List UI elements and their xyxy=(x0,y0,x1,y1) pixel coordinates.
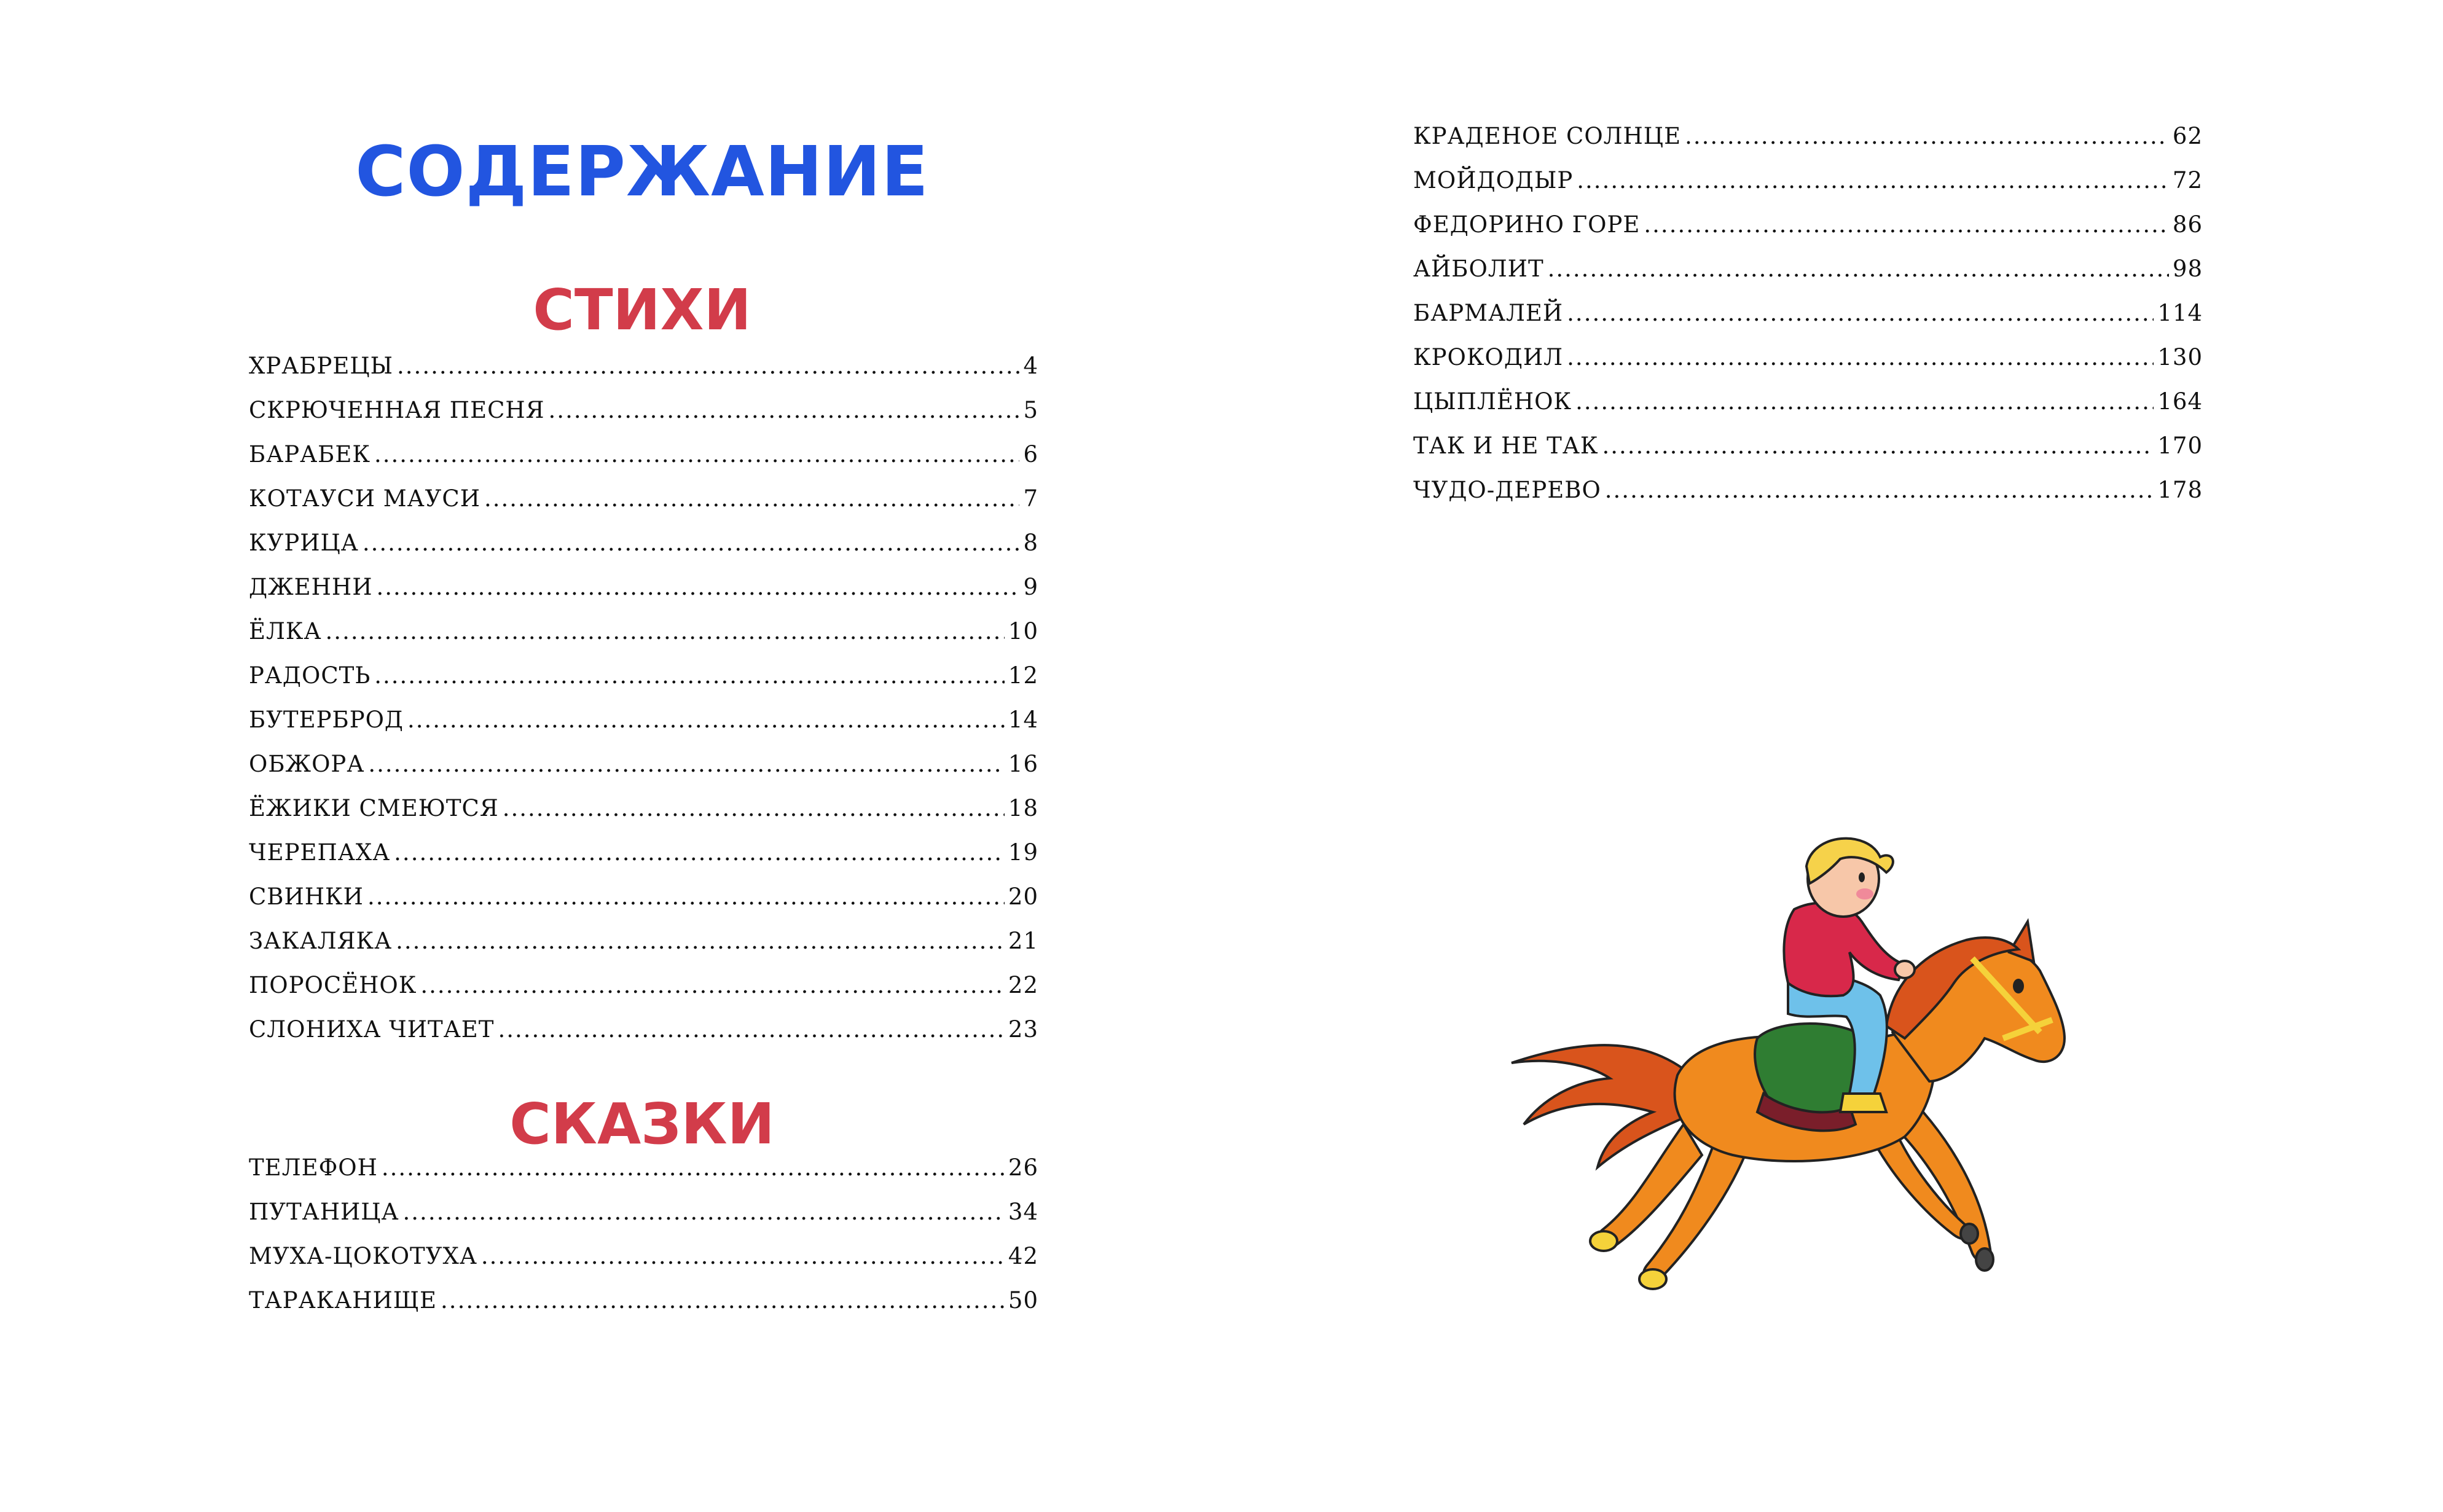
hoof xyxy=(1590,1231,1617,1251)
toc-entry-title: ОБЖОРА xyxy=(249,751,365,777)
toc-entry-page-number: 86 xyxy=(2172,211,2203,238)
toc-dot-leader xyxy=(1567,291,2154,335)
toc-entry-title: КУРИЦА xyxy=(249,530,359,556)
poem-toc-entry xyxy=(249,609,1038,654)
toc-dot-leader xyxy=(1605,468,2154,512)
toc-entry-page-number: 20 xyxy=(1008,883,1038,910)
toc-entry-page-number: 114 xyxy=(2157,300,2203,326)
toc-entry-page-number: 178 xyxy=(2157,477,2203,503)
tale-toc-entry xyxy=(1413,291,2203,335)
boy-eye xyxy=(1859,872,1865,882)
toc-entry-page-number: 62 xyxy=(2172,123,2203,149)
toc-dot-leader xyxy=(498,1008,1004,1052)
toc-entry-page-number: 72 xyxy=(2172,167,2203,194)
tale-toc-entry xyxy=(1413,203,2203,247)
toc-entry-page-number: 26 xyxy=(1008,1154,1038,1181)
toc-entry-page-number: 42 xyxy=(1008,1243,1038,1269)
section-heading-poems: СТИХИ xyxy=(533,277,751,343)
toc-entry-title: КРАДЕНОЕ СОЛНЦЕ xyxy=(1413,123,1682,149)
tale-toc-entry xyxy=(1413,247,2203,291)
toc-entry-title: ТАК И НЕ ТАК xyxy=(1413,433,1599,459)
toc-entry-title: ХРАБРЕЦЫ xyxy=(249,353,394,379)
poem-toc-entry xyxy=(249,875,1038,919)
hoof xyxy=(1639,1269,1666,1289)
poem-toc-entry xyxy=(249,654,1038,698)
toc-entry-page-number: 5 xyxy=(1023,397,1038,423)
hoof xyxy=(1976,1248,1993,1271)
tales-toc-list-continued xyxy=(1413,114,2203,512)
toc-entry-title: КРОКОДИЛ xyxy=(1413,344,1564,370)
toc-dot-leader xyxy=(1644,203,2169,247)
toc-entry-title: ТЕЛЕФОН xyxy=(249,1154,378,1181)
toc-dot-leader xyxy=(1577,159,2169,203)
toc-dot-leader xyxy=(368,742,1005,786)
toc-entry-page-number: 16 xyxy=(1008,751,1038,777)
toc-dot-leader xyxy=(374,433,1019,477)
toc-entry-title: ДЖЕННИ xyxy=(249,574,373,600)
toc-dot-leader xyxy=(403,1190,1005,1234)
toc-entry-title: ПУТАНИЦА xyxy=(249,1199,399,1225)
poem-toc-entry xyxy=(249,919,1038,963)
toc-entry-title: ЁЛКА xyxy=(249,618,322,644)
toc-entry-title: ПОРОСЁНОК xyxy=(249,972,417,998)
tale-toc-entry xyxy=(1413,114,2203,159)
toc-dot-leader xyxy=(484,477,1019,521)
boy-riding-horse-icon xyxy=(1499,836,2101,1309)
poem-toc-entry xyxy=(249,344,1038,388)
toc-dot-leader xyxy=(420,963,1005,1008)
toc-dot-leader xyxy=(407,698,1005,742)
toc-entry-page-number: 14 xyxy=(1008,707,1038,733)
poem-toc-entry xyxy=(249,1008,1038,1052)
toc-dot-leader xyxy=(1575,380,2154,424)
toc-entry-title: ЧУДО-ДЕРЕВО xyxy=(1413,477,1601,503)
toc-entry-page-number: 164 xyxy=(2157,388,2203,415)
toc-entry-title: ФЕДОРИНО ГОРЕ xyxy=(1413,211,1641,238)
toc-entry-page-number: 10 xyxy=(1008,618,1038,644)
toc-entry-page-number: 34 xyxy=(1008,1199,1038,1225)
poem-toc-entry xyxy=(249,742,1038,786)
toc-entry-page-number: 21 xyxy=(1008,928,1038,954)
toc-entry-page-number: 19 xyxy=(1008,839,1038,866)
poem-toc-entry xyxy=(249,521,1038,565)
toc-dot-leader xyxy=(1567,335,2154,380)
tale-toc-entry xyxy=(1413,159,2203,203)
toc-dot-leader xyxy=(363,521,1020,565)
toc-entry-title: МОЙДОДЫР xyxy=(1413,167,1574,194)
tale-toc-entry xyxy=(1413,335,2203,380)
tale-toc-entry xyxy=(1413,468,2203,512)
toc-entry-page-number: 50 xyxy=(1008,1287,1038,1314)
toc-entry-title: БУТЕРБРОД xyxy=(249,707,404,733)
toc-entry-title: БАРАБЕК xyxy=(249,441,371,468)
poem-toc-entry xyxy=(249,388,1038,433)
toc-entry-title: АЙБОЛИТ xyxy=(1413,256,1544,282)
toc-entry-title: СЛОНИХА ЧИТАЕТ xyxy=(249,1016,495,1043)
toc-entry-page-number: 130 xyxy=(2157,344,2203,370)
toc-dot-leader xyxy=(382,1146,1005,1190)
poem-toc-entry xyxy=(249,786,1038,831)
tales-toc-list xyxy=(249,1146,1038,1323)
poem-toc-entry xyxy=(249,565,1038,609)
boy-shoe xyxy=(1840,1094,1886,1112)
hoof xyxy=(1961,1224,1978,1244)
toc-dot-leader xyxy=(397,344,1019,388)
toc-dot-leader xyxy=(374,654,1005,698)
toc-dot-leader xyxy=(396,919,1005,963)
toc-entry-page-number: 98 xyxy=(2172,256,2203,282)
poem-toc-entry xyxy=(249,831,1038,875)
toc-entry-title: ЗАКАЛЯКА xyxy=(249,928,393,954)
toc-entry-title: ЧЕРЕПАХА xyxy=(249,839,391,866)
toc-entry-page-number: 170 xyxy=(2157,433,2203,459)
tale-toc-entry xyxy=(249,1279,1038,1323)
tale-toc-entry xyxy=(1413,424,2203,468)
toc-dot-leader xyxy=(549,388,1020,433)
toc-dot-leader xyxy=(326,609,1005,654)
tale-toc-entry xyxy=(249,1146,1038,1190)
toc-entry-page-number: 8 xyxy=(1023,530,1038,556)
toc-dot-leader xyxy=(1548,247,2169,291)
section-heading-tales: СКАЗКИ xyxy=(509,1091,775,1157)
toc-dot-leader xyxy=(1685,114,2169,159)
toc-entry-page-number: 4 xyxy=(1023,353,1038,379)
toc-dot-leader xyxy=(481,1234,1005,1279)
toc-entry-page-number: 18 xyxy=(1008,795,1038,821)
poem-toc-entry xyxy=(249,698,1038,742)
toc-dot-leader xyxy=(376,565,1019,609)
toc-entry-title: ЁЖИКИ СМЕЮТСЯ xyxy=(249,795,499,821)
toc-entry-title: ЦЫПЛЁНОК xyxy=(1413,388,1572,415)
poems-toc-list xyxy=(249,344,1038,1052)
poem-toc-entry xyxy=(249,477,1038,521)
toc-dot-leader xyxy=(441,1279,1005,1323)
toc-entry-page-number: 23 xyxy=(1008,1016,1038,1043)
tale-toc-entry xyxy=(249,1190,1038,1234)
horse-eye xyxy=(2013,979,2024,993)
poem-toc-entry xyxy=(249,433,1038,477)
toc-entry-title: ТАРАКАНИЩЕ xyxy=(249,1287,437,1314)
poem-toc-entry xyxy=(249,963,1038,1008)
toc-entry-title: КОТАУСИ МАУСИ xyxy=(249,485,480,512)
tale-toc-entry xyxy=(249,1234,1038,1279)
toc-entry-page-number: 7 xyxy=(1023,485,1038,512)
toc-entry-title: СВИНКИ xyxy=(249,883,364,910)
boy-cheek xyxy=(1856,888,1873,899)
toc-dot-leader xyxy=(394,831,1005,875)
toc-entry-title: РАДОСТЬ xyxy=(249,662,371,689)
contents-title: СОДЕРЖАНИЕ xyxy=(355,132,929,212)
toc-dot-leader xyxy=(1602,424,2154,468)
boy-hand xyxy=(1895,961,1915,978)
toc-dot-leader xyxy=(503,786,1005,831)
toc-entry-page-number: 6 xyxy=(1023,441,1038,468)
tale-toc-entry xyxy=(1413,380,2203,424)
toc-entry-title: МУХА-ЦОКОТУХА xyxy=(249,1243,477,1269)
toc-entry-page-number: 22 xyxy=(1008,972,1038,998)
toc-entry-page-number: 12 xyxy=(1008,662,1038,689)
toc-entry-page-number: 9 xyxy=(1023,574,1038,600)
toc-entry-title: СКРЮЧЕННАЯ ПЕСНЯ xyxy=(249,397,545,423)
toc-dot-leader xyxy=(367,875,1005,919)
toc-entry-title: БАРМАЛЕЙ xyxy=(1413,300,1564,326)
boy-riding-horse-illustration xyxy=(1499,836,2101,1309)
